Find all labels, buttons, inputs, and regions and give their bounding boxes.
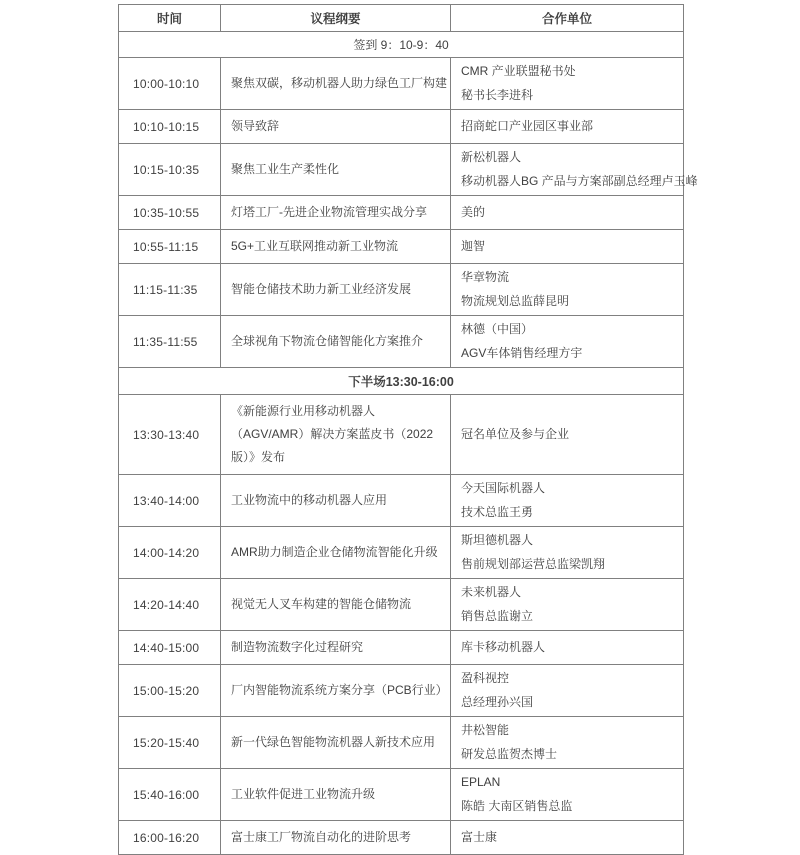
agenda-item-row	[119, 527, 684, 579]
partner-line: 销售总监谢立	[461, 609, 534, 623]
agenda-item-row	[119, 579, 684, 631]
partner-line: 林德（中国）	[461, 322, 534, 336]
agenda-cell: 灯塔工厂-先进企业物流管理实战分享	[221, 196, 451, 230]
time-cell: 13:30-13:40	[119, 395, 221, 475]
time-cell: 16:00-16:20	[119, 821, 221, 855]
agenda-cell: 智能仓储技术助力新工业经济发展	[221, 264, 451, 316]
column-header-partner: 合作单位	[451, 5, 684, 32]
agenda-item-row	[119, 665, 684, 717]
partner-cell	[451, 631, 684, 665]
header-row	[119, 5, 684, 32]
partner-line: 未来机器人	[461, 585, 522, 599]
time-cell: 14:00-14:20	[119, 527, 221, 579]
partner-line: 富士康	[461, 830, 498, 844]
agenda-item-row	[119, 631, 684, 665]
partner-cell	[451, 579, 684, 631]
section-row	[119, 368, 684, 395]
agenda-item-row	[119, 230, 684, 264]
agenda-item-row	[119, 821, 684, 855]
time-cell: 10:15-10:35	[119, 144, 221, 196]
agenda-item-row	[119, 475, 684, 527]
partner-cell	[451, 821, 684, 855]
partner-cell	[451, 196, 684, 230]
section-row	[119, 32, 684, 58]
partner-line: 盈科视控	[461, 671, 510, 685]
time-cell: 15:00-15:20	[119, 665, 221, 717]
time-cell: 10:35-10:55	[119, 196, 221, 230]
partner-cell	[451, 395, 684, 475]
partner-line: AGV车体销售经理方宇	[461, 346, 583, 360]
partner-line: 冠名单位及参与企业	[461, 427, 570, 441]
partner-line: 移动机器人BG 产品与方案部副总经理卢玉峰	[461, 174, 698, 188]
time-cell: 10:55-11:15	[119, 230, 221, 264]
partner-line: 今天国际机器人	[461, 481, 546, 495]
partner-line: 研发总监贺杰博士	[461, 747, 558, 761]
partner-line: 库卡移动机器人	[461, 640, 546, 654]
partner-cell	[451, 475, 684, 527]
partner-cell	[451, 230, 684, 264]
partner-line: 秘书长李进科	[461, 88, 534, 102]
time-cell: 15:20-15:40	[119, 717, 221, 769]
agenda-header	[119, 5, 684, 32]
agenda-item-row	[119, 58, 684, 110]
agenda-page	[0, 4, 800, 845]
column-header-agenda: 议程纲要	[221, 5, 451, 32]
agenda-cell: 聚焦双碳，移动机器人助力绿色工厂构建	[221, 58, 451, 110]
agenda-cell: 富士康工厂物流自动化的进阶思考	[221, 821, 451, 855]
time-cell: 14:40-15:00	[119, 631, 221, 665]
agenda-item-row	[119, 316, 684, 368]
partner-cell	[451, 58, 684, 110]
partner-cell	[451, 316, 684, 368]
agenda-item-row	[119, 196, 684, 230]
partner-line: CMR 产业联盟秘书处	[461, 64, 576, 78]
agenda-item-row	[119, 144, 684, 196]
agenda-item-row	[119, 110, 684, 144]
agenda-cell: 工业物流中的移动机器人应用	[221, 475, 451, 527]
partner-line: 总经理孙兴国	[461, 695, 534, 709]
agenda-cell: 《新能源行业用移动机器人（AGV/AMR）解决方案蓝皮书（2022版）》发布	[221, 395, 451, 475]
partner-line: 售前规划部运营总监梁凯翔	[461, 557, 606, 571]
partner-line: 华章物流	[461, 270, 510, 284]
agenda-cell: 视觉无人叉车构建的智能仓储物流	[221, 579, 451, 631]
partner-cell	[451, 665, 684, 717]
time-cell: 10:00-10:10	[119, 58, 221, 110]
partner-line: 斯坦德机器人	[461, 533, 534, 547]
agenda-item-row	[119, 395, 684, 475]
agenda-item-row	[119, 717, 684, 769]
agenda-cell: 全球视角下物流仓储智能化方案推介	[221, 316, 451, 368]
partner-line: 物流规划总监薛昆明	[461, 294, 570, 308]
time-cell: 10:10-10:15	[119, 110, 221, 144]
time-cell: 13:40-14:00	[119, 475, 221, 527]
agenda-cell: 5G+工业互联网推动新工业物流	[221, 230, 451, 264]
partner-cell	[451, 144, 698, 196]
partner-cell	[451, 527, 684, 579]
agenda-cell: 领导致辞	[221, 110, 451, 144]
agenda-cell: 厂内智能物流系统方案分享（PCB行业）	[221, 665, 451, 717]
section-label: 下半场13:30-16:00	[119, 368, 684, 395]
partner-cell	[451, 717, 684, 769]
agenda-cell: 新一代绿色智能物流机器人新技术应用	[221, 717, 451, 769]
partner-cell	[451, 769, 684, 821]
partner-line: 美的	[461, 205, 486, 219]
agenda-table	[118, 4, 698, 855]
partner-line: 招商蛇口产业园区事业部	[461, 119, 594, 133]
partner-line: EPLAN	[461, 775, 501, 789]
partner-cell	[451, 264, 684, 316]
partner-line: 井松智能	[461, 723, 510, 737]
agenda-cell: AMR助力制造企业仓储物流智能化升级	[221, 527, 451, 579]
time-cell: 14:20-14:40	[119, 579, 221, 631]
partner-line: 技术总监王勇	[461, 505, 534, 519]
agenda-item-row	[119, 769, 684, 821]
partner-line: 迦智	[461, 239, 486, 253]
time-cell: 11:35-11:55	[119, 316, 221, 368]
partner-cell	[451, 110, 684, 144]
section-label: 签到 9：10-9：40	[119, 32, 684, 58]
column-header-time: 时间	[119, 5, 221, 32]
partner-line: 新松机器人	[461, 150, 522, 164]
agenda-cell: 制造物流数字化过程研究	[221, 631, 451, 665]
agenda-item-row	[119, 264, 684, 316]
agenda-body	[119, 32, 698, 855]
agenda-cell: 聚焦工业生产柔性化	[221, 144, 451, 196]
agenda-cell: 工业软件促进工业物流升级	[221, 769, 451, 821]
partner-line: 陈皓 大南区销售总监	[461, 799, 573, 813]
time-cell: 11:15-11:35	[119, 264, 221, 316]
time-cell: 15:40-16:00	[119, 769, 221, 821]
